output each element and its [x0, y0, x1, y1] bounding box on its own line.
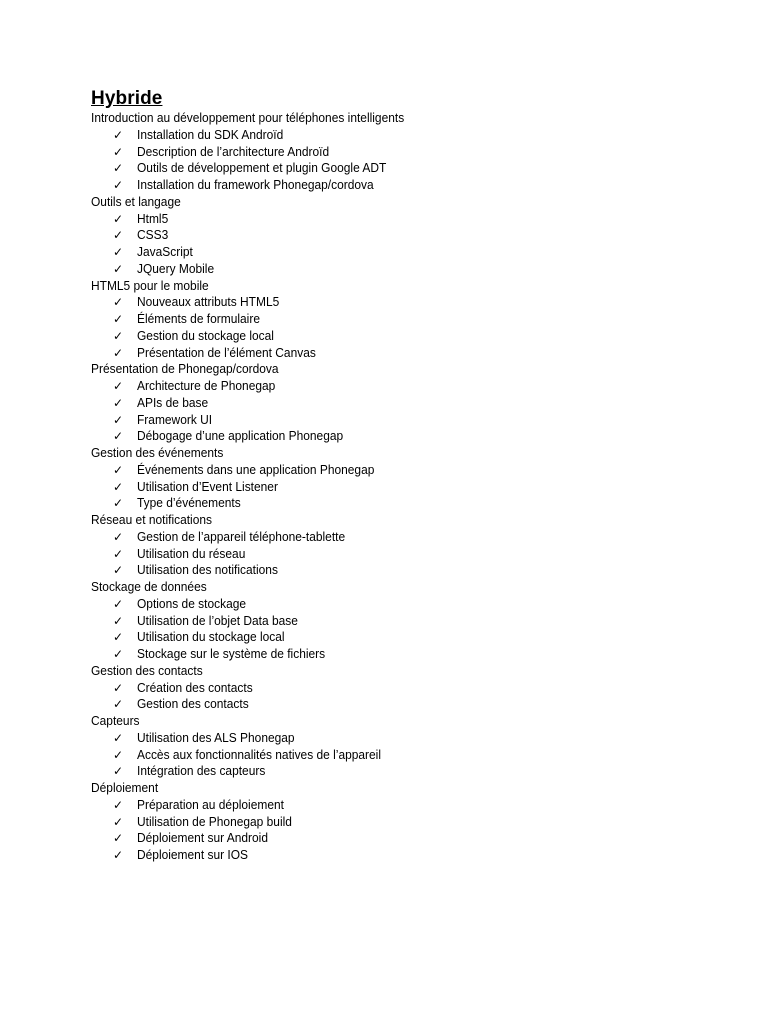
list-item-label: Intégration des capteurs — [137, 763, 266, 779]
list-item-label: Installation du SDK Androïd — [137, 126, 284, 142]
list-item-label: Création des contacts — [137, 679, 253, 695]
list-item-label: Accès aux fonctionnalités natives de l’appareil — [137, 746, 382, 762]
checkmark-icon: ✓ — [113, 697, 124, 712]
checkmark-icon: ✓ — [113, 747, 124, 762]
list-item — [91, 546, 731, 563]
list-item-label: Présentation de l’élément Canvas — [137, 344, 316, 360]
list-item-label: Type d’événements — [137, 495, 241, 511]
list-item-label: CSS3 — [137, 227, 169, 243]
checkmark-icon: ✓ — [113, 245, 124, 259]
checkmark-icon: ✓ — [113, 496, 124, 511]
course-section — [91, 780, 731, 864]
list-item-label: Déploiement sur Android — [137, 830, 268, 846]
course-section — [91, 361, 731, 445]
list-item-label: Description de l’architecture Androïd — [137, 143, 330, 159]
list-item — [91, 227, 731, 244]
topic-list — [91, 294, 731, 361]
checkmark-icon: ✓ — [113, 529, 124, 544]
course-section — [91, 194, 731, 278]
checkmark-icon: ✓ — [113, 462, 124, 477]
course-section — [91, 663, 731, 713]
topic-list — [91, 596, 731, 663]
checkmark-icon: ✓ — [113, 261, 124, 276]
list-item — [91, 814, 731, 831]
checkmark-icon: ✓ — [113, 479, 124, 494]
document-title: Hybride — [91, 88, 163, 109]
list-item — [91, 177, 731, 194]
list-item — [91, 378, 731, 395]
list-item-label: Utilisation des ALS Phonegap — [137, 729, 295, 745]
list-item — [91, 613, 731, 630]
section-heading: Stockage de données — [91, 579, 207, 594]
checkmark-icon: ✓ — [113, 328, 124, 343]
checkmark-icon: ✓ — [113, 211, 124, 226]
list-item — [91, 412, 731, 429]
topic-list — [91, 462, 731, 512]
list-item — [91, 847, 731, 864]
list-item — [91, 562, 731, 579]
list-item — [91, 294, 731, 311]
list-item-label: Nouveaux attributs HTML5 — [137, 294, 280, 310]
list-item — [91, 696, 731, 713]
checkmark-icon: ✓ — [113, 831, 124, 846]
course-section — [91, 445, 731, 512]
section-heading: HTML5 pour le mobile — [91, 277, 209, 293]
list-item-label: Framework UI — [137, 411, 213, 427]
list-item-label: Déploiement sur IOS — [137, 847, 249, 862]
course-section — [91, 713, 731, 780]
list-item — [91, 428, 731, 445]
list-item — [91, 680, 731, 697]
list-item — [91, 261, 731, 278]
topic-list — [91, 680, 731, 714]
list-item — [91, 127, 731, 144]
list-item — [91, 629, 731, 646]
checkmark-icon: ✓ — [113, 730, 124, 745]
list-item — [91, 830, 731, 847]
list-item-label: Utilisation du stockage local — [137, 629, 285, 645]
checkmark-icon: ✓ — [113, 412, 124, 427]
course-section — [91, 278, 731, 362]
list-item-label: JavaScript — [137, 244, 193, 259]
list-item-label: Préparation au déploiement — [137, 796, 284, 812]
topic-list — [91, 797, 731, 864]
list-item-label: Stockage sur le système de fichiers — [137, 646, 326, 661]
topic-list — [91, 211, 731, 278]
list-item — [91, 596, 731, 613]
course-section — [91, 110, 731, 194]
checkmark-icon: ✓ — [113, 127, 124, 142]
checkmark-icon: ✓ — [113, 178, 124, 192]
checkmark-icon: ✓ — [113, 429, 124, 444]
list-item — [91, 479, 731, 496]
list-item — [91, 244, 731, 261]
list-item — [91, 797, 731, 814]
section-heading: Gestion des contacts — [91, 662, 203, 678]
checkmark-icon: ✓ — [113, 161, 124, 176]
checkmark-icon: ✓ — [113, 764, 124, 779]
list-item-label: Gestion de l’appareil téléphone-tablette — [137, 528, 346, 544]
section-heading: Introduction au développement pour téléphones intelligents — [91, 110, 405, 125]
course-section — [91, 512, 731, 579]
list-item — [91, 495, 731, 512]
list-item — [91, 345, 731, 362]
topic-list — [91, 529, 731, 579]
list-item-label: Utilisation du réseau — [137, 545, 246, 561]
course-section — [91, 579, 731, 663]
topic-list — [91, 127, 731, 194]
checkmark-icon: ✓ — [113, 647, 124, 661]
checkmark-icon: ✓ — [113, 563, 124, 578]
list-item-label: Débogage d’une application Phonegap — [137, 428, 344, 444]
checkmark-icon: ✓ — [113, 613, 124, 628]
checkmark-icon: ✓ — [113, 312, 124, 326]
checkmark-icon: ✓ — [113, 546, 124, 561]
list-item — [91, 395, 731, 412]
list-item — [91, 328, 731, 345]
checkmark-icon: ✓ — [113, 345, 124, 360]
section-heading: Présentation de Phonegap/cordova — [91, 361, 279, 377]
checkmark-icon: ✓ — [113, 680, 124, 695]
checkmark-icon: ✓ — [113, 797, 124, 812]
list-item-label: Architecture de Phonegap — [137, 378, 276, 393]
section-heading: Capteurs — [91, 713, 140, 728]
checkmark-icon: ✓ — [113, 395, 124, 410]
list-item-label: Utilisation d’Event Listener — [137, 478, 278, 494]
list-item-label: Événements dans une application Phonegap — [137, 461, 375, 477]
list-item — [91, 730, 731, 747]
list-item — [91, 144, 731, 161]
topic-list — [91, 730, 731, 780]
checkmark-icon: ✓ — [113, 630, 124, 645]
list-item — [91, 646, 731, 663]
list-item-label: Utilisation des notifications — [137, 562, 278, 578]
list-item — [91, 747, 731, 764]
checkmark-icon: ✓ — [113, 596, 124, 611]
list-item — [91, 160, 731, 177]
document-page — [91, 86, 731, 864]
section-heading: Déploiement — [91, 780, 159, 795]
checkmark-icon: ✓ — [113, 228, 124, 243]
checkmark-icon: ✓ — [113, 144, 124, 159]
list-item-label: Utilisation de Phonegap build — [137, 813, 292, 829]
checkmark-icon: ✓ — [113, 814, 124, 829]
list-item-label: Html5 — [137, 210, 169, 226]
list-item-label: Installation du framework Phonegap/cordova — [137, 177, 374, 192]
list-item — [91, 211, 731, 228]
checkmark-icon: ✓ — [113, 848, 124, 862]
checkmark-icon: ✓ — [113, 295, 124, 310]
list-item — [91, 311, 731, 328]
topic-list — [91, 378, 731, 445]
section-list — [91, 110, 731, 864]
checkmark-icon: ✓ — [113, 379, 124, 393]
list-item-label: JQuery Mobile — [137, 260, 215, 276]
list-item — [91, 529, 731, 546]
list-item-label: Outils de développement et plugin Google ADT — [137, 160, 387, 176]
list-item-label: APIs de base — [137, 394, 209, 410]
section-heading: Gestion des événements — [91, 445, 224, 460]
list-item — [91, 462, 731, 479]
section-heading: Réseau et notifications — [91, 512, 213, 527]
list-item-label: Gestion du stockage local — [137, 327, 274, 343]
list-item-label: Gestion des contacts — [137, 696, 249, 712]
list-item — [91, 763, 731, 780]
list-item-label: Options de stockage — [137, 595, 247, 611]
section-heading: Outils et langage — [91, 193, 181, 209]
list-item-label: Éléments de formulaire — [137, 311, 260, 326]
list-item-label: Utilisation de l’objet Data base — [137, 612, 298, 628]
